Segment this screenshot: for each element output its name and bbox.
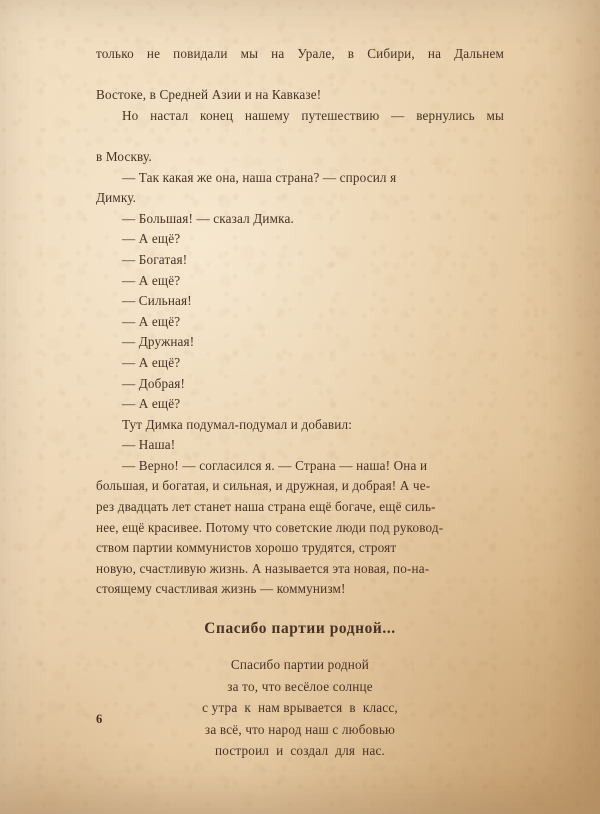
page-text-column (96, 44, 504, 762)
dialogue-line: — А ещё? (122, 354, 181, 370)
dialogue-line: — А ещё? (122, 313, 181, 329)
poem-line: за то, что весёлое солнце (227, 678, 373, 694)
dialogue-line: — А ещё? (122, 272, 181, 288)
poem-line: за всё, что народ наш с любовью (204, 721, 396, 737)
text-line: Но настал конец нашему путешествию — вернулись мы (122, 107, 504, 123)
text-line: новую, счастливую жизнь. А называется эта новая, по-на- (96, 560, 430, 576)
dialogue-line: — Добрая! (122, 375, 186, 391)
dialogue-line: — Богатая! (122, 251, 188, 267)
text-line: — Верно! — согласился я. — Страна — наша! Она и (122, 457, 428, 473)
text-line: только не повидали мы на Урале, в Сибири, на Дальнем (96, 46, 504, 61)
paragraph-final (96, 456, 504, 600)
poem-stanza (96, 654, 504, 762)
text-line: Димку. (96, 190, 137, 206)
text-line: в Москву. (96, 148, 152, 164)
text-line: ством партии коммунистов хорошо трудятся, строят (96, 540, 397, 556)
dialogue-line: — Дружная! (122, 334, 195, 350)
text-line-narration: Тут Димка подумал-подумал и добавил: (122, 416, 353, 432)
paragraph-continuation (96, 44, 504, 106)
dialogue-line: — Сильная! (122, 293, 192, 309)
text-line: Востоке, в Средней Азии и на Кавказе! (96, 87, 322, 103)
poem-line: Спасибо партии родной (230, 657, 370, 673)
text-line: — Так какая же она, наша страна? — спросил я (122, 169, 397, 185)
text-line: стоящему счастливая жизнь — коммунизм! (96, 581, 346, 597)
page-number: 6 (96, 712, 103, 726)
paragraph-question (96, 168, 504, 209)
dialogue-line: — А ещё? (122, 396, 181, 412)
dialogue-line: — Наша! (122, 437, 176, 453)
dialogue-exchange (96, 209, 504, 415)
paragraph-return-to-moscow (96, 106, 504, 168)
text-line: большая, и богатая, и сильная, и дружная, и добрая! А че- (96, 478, 431, 494)
text-line: рез двадцать лет станет наша страна ещё богаче, ещё силь- (96, 499, 436, 515)
poem-heading: Спасибо партии родной... (204, 620, 396, 638)
dialogue-line: — Большая! — сказал Димка. (122, 210, 294, 226)
poem-line: с утра к нам врывается в класс, (202, 700, 398, 716)
dialogue-line: — А ещё? (122, 231, 181, 247)
text-line: нее, ещё красивее. Потому что советские люди под руковод- (96, 519, 444, 535)
poem-line: построил и создал для нас. (214, 743, 386, 759)
